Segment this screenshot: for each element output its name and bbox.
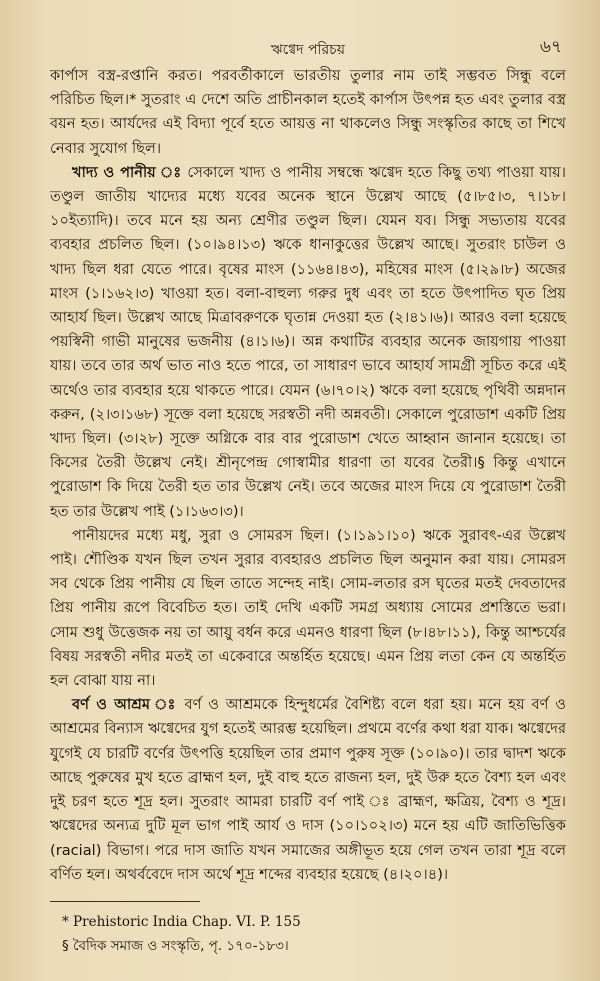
- lead-term: খাদ্য ও পানীয় ঃ: [72, 163, 182, 181]
- footnotes: [50, 910, 566, 958]
- lead-term: বর্ণ ও আশ্রম ঃ: [72, 696, 178, 714]
- footnote: * Prehistoric India Chap. VI. P. 155: [62, 913, 301, 930]
- footnote: § বৈদিক সমাজ ও সংস্কৃতি, পৃ. ১৭০-১৮৩।: [62, 937, 289, 954]
- paragraph: [50, 161, 566, 524]
- page-number: ৬৭: [539, 37, 562, 57]
- body-text: [50, 64, 566, 887]
- paragraph-text: বর্ণ ও আশ্রমকে হিন্দুধর্মের বৈশিষ্ট্য বলে ধরা হয়। মনে হয় বর্ণ ও আশ্রমের বিন্যাস ঋগ্বেদের যুগ হতেই আরম্ভ হয়েছিল। প্রথমে বর্ণের কথা ধরা যাক। ঋগ্বেদের যুগেই যে চারটি বর্ণের উৎপত্তি হয়েছিল তার প্রমাণ পুরুষ সূক্ত (১০।৯০)। তার দ্বাদশ ঋকে আছে পুরুষের মুখ হতে ব্রাহ্মণ হল, দুই বাহু হতে রাজন্য হল, দুই উরু হতে বৈশ্য হল এবং দুই চরণ হতে শূদ্র হল। সুতরাং আমরা চারটি বর্ণ পাই ঃ ব্রাহ্মণ, ক্ষত্রিয়, বৈশ্য ও শূদ্র। ঋগ্বেদের অন্যত্র দুটি মূল ভাগ পাই আর্য ও দাস (১০।১০২।৩) মনে হয় এটি জাতিভিত্তিক (racial) বিভাগ। পরে দাস জাতি যখন সমাজের অঙ্গীভূত হয়ে গেল তখন তারা শূদ্র বলে বর্ণিত হল। অথর্ববেদে দাস অর্থে শূদ্র শব্দের ব্যবহার হয়েছে (৪।২০।৪)।: [50, 696, 566, 883]
- page-header: [50, 30, 566, 64]
- paragraph: [50, 693, 566, 887]
- paragraph: পানীয়দের মধ্যে মধু, সুরা ও সোমরস ছিল। (১।১৯১।১০) ঋকে সুরাবৎ-এর উল্লেখ পাই। শৌণ্ডিক যখন ছিল তখন সুরার ব্যবহারও প্রচলিত ছিল অনুমান করা যায়। সোমরস সব থেকে প্রিয় পানীয় যে ছিল তাতে সন্দেহ নাই। সোম-লতার রস ঘৃতের মতই দেবতাদের প্রিয় পানীয় রূপে বিবেচিত হত। তাই দেখি একটি সমগ্র অধ্যায় সোমের প্রশস্তিতে ভরা। সোম শুধু উত্তেজক নয় তা আয়ু বর্ধন করে এমনও ধারণা ছিল (৮।৪৮।১১), কিন্তু আশ্চর্যের বিষয় সরস্বতী নদীর মতই তা একেবারে অন্তর্হিত হয়েছে। এমন প্রিয় লতা কেন যে অন্তর্হিত হল বোঝা যায় না।: [50, 526, 566, 690]
- paragraph-text: সেকালে খাদ্য ও পানীয় সম্বন্ধে ঋগ্বেদ হতে কিছু তথ্য পাওয়া যায়। তণ্ডুল জাতীয় খাদ্যের মধ্যে যবের অনেক স্থানে উল্লেখ আছে (৫।৮৫।৩, ৭।১৮।১০ইত্যাদি)। তবে মনে হয় অন্য শ্রেণীর তণ্ডুল ছিল। যেমন যব। সিন্ধু সভ্যতায় যবের ব্যবহার প্রচলিত ছিল। (১০।৯৪।১৩) ঋকে ধানাকুত্তের উল্লেখ আছে। সুতরাং চাউল ও খাদ্য ছিল ধরা যেতে পারে। বৃষের মাংস (১১৬৪।৪৩), মহিষের মাংস (৫।২৯।৮) অজের মাংস (১।১৬২।৩) খাওয়া হত। বলা-বাহুল্য গরুর দুধ এবং তা হতে উৎপাদিত ঘৃত প্রিয় আহার্য ছিল। উল্লেখ আছে মিত্রাবরুণকে ঘৃতান্ন দেওয়া হত (২।৪১।৬)। আরও বলা হয়েছে পয়স্বিনী গাভী মানুষের ভজনীয় (৪।১।৬)। অন্ন কথাটির ব্যবহার অনেক জায়গায় পাওয়া যায়। তবে তার অর্থ ভাত নাও হতে পারে, তা সাধারণ ভাবে আহার্য সামগ্রী সূচিত করে এই অর্থেও তার ব্যবহার হয়ে থাকতে পারে। যেমন (৬।৭০।২) ঋকে বলা হয়েছে পৃথিবী অন্নদান করুন, (২।৩।১৬৮) সূক্তে বলা হয়েছে সরস্বতী নদী অন্নবতী। সেকালে পুরোডাশ একটি প্রিয় খাদ্য ছিল। (৩।২৮) সূক্তে অগ্নিকে বার বার পুরোডাশ খেতে আহ্বান জানান হয়েছে। তা কিসের তৈরী উল্লেখ নেই। শ্রীনৃপেন্দ্র গোস্বামীর ধারণা তা যবের তৈরী।§ কিন্তু এখানে পুরোডাশ কি দিয়ে তৈরী হত তার উল্লেখ নেই। তবে অজের মাংস দিয়ে যে পুরোডাশ তৈরী হত তার উল্লেখ পাই (১।১৬৩।৩)।: [50, 163, 566, 520]
- paragraph: কার্পাস বস্ত্র-রপ্তানি করত। পরবর্তীকালে ভারতীয় তুলার নাম তাই সম্ভবত সিন্ধু বলে পরিচিত ছিল।* সুতরাং এ দেশে অতি প্রাচীনকাল হতেই কার্পাস উৎপন্ন হত এবং তুলার বস্ত্র বয়ন হত। আর্যদের এই বিদ্যা পূর্বে হতে আয়ত্ত না থাকলেও সিন্ধু সংস্কৃতির কাছে তা শিখে নেবার সুযোগ ছিল।: [50, 67, 566, 157]
- footnote-divider: [50, 901, 200, 902]
- running-head: ঋগ্বেদ পরিচয়: [271, 42, 345, 58]
